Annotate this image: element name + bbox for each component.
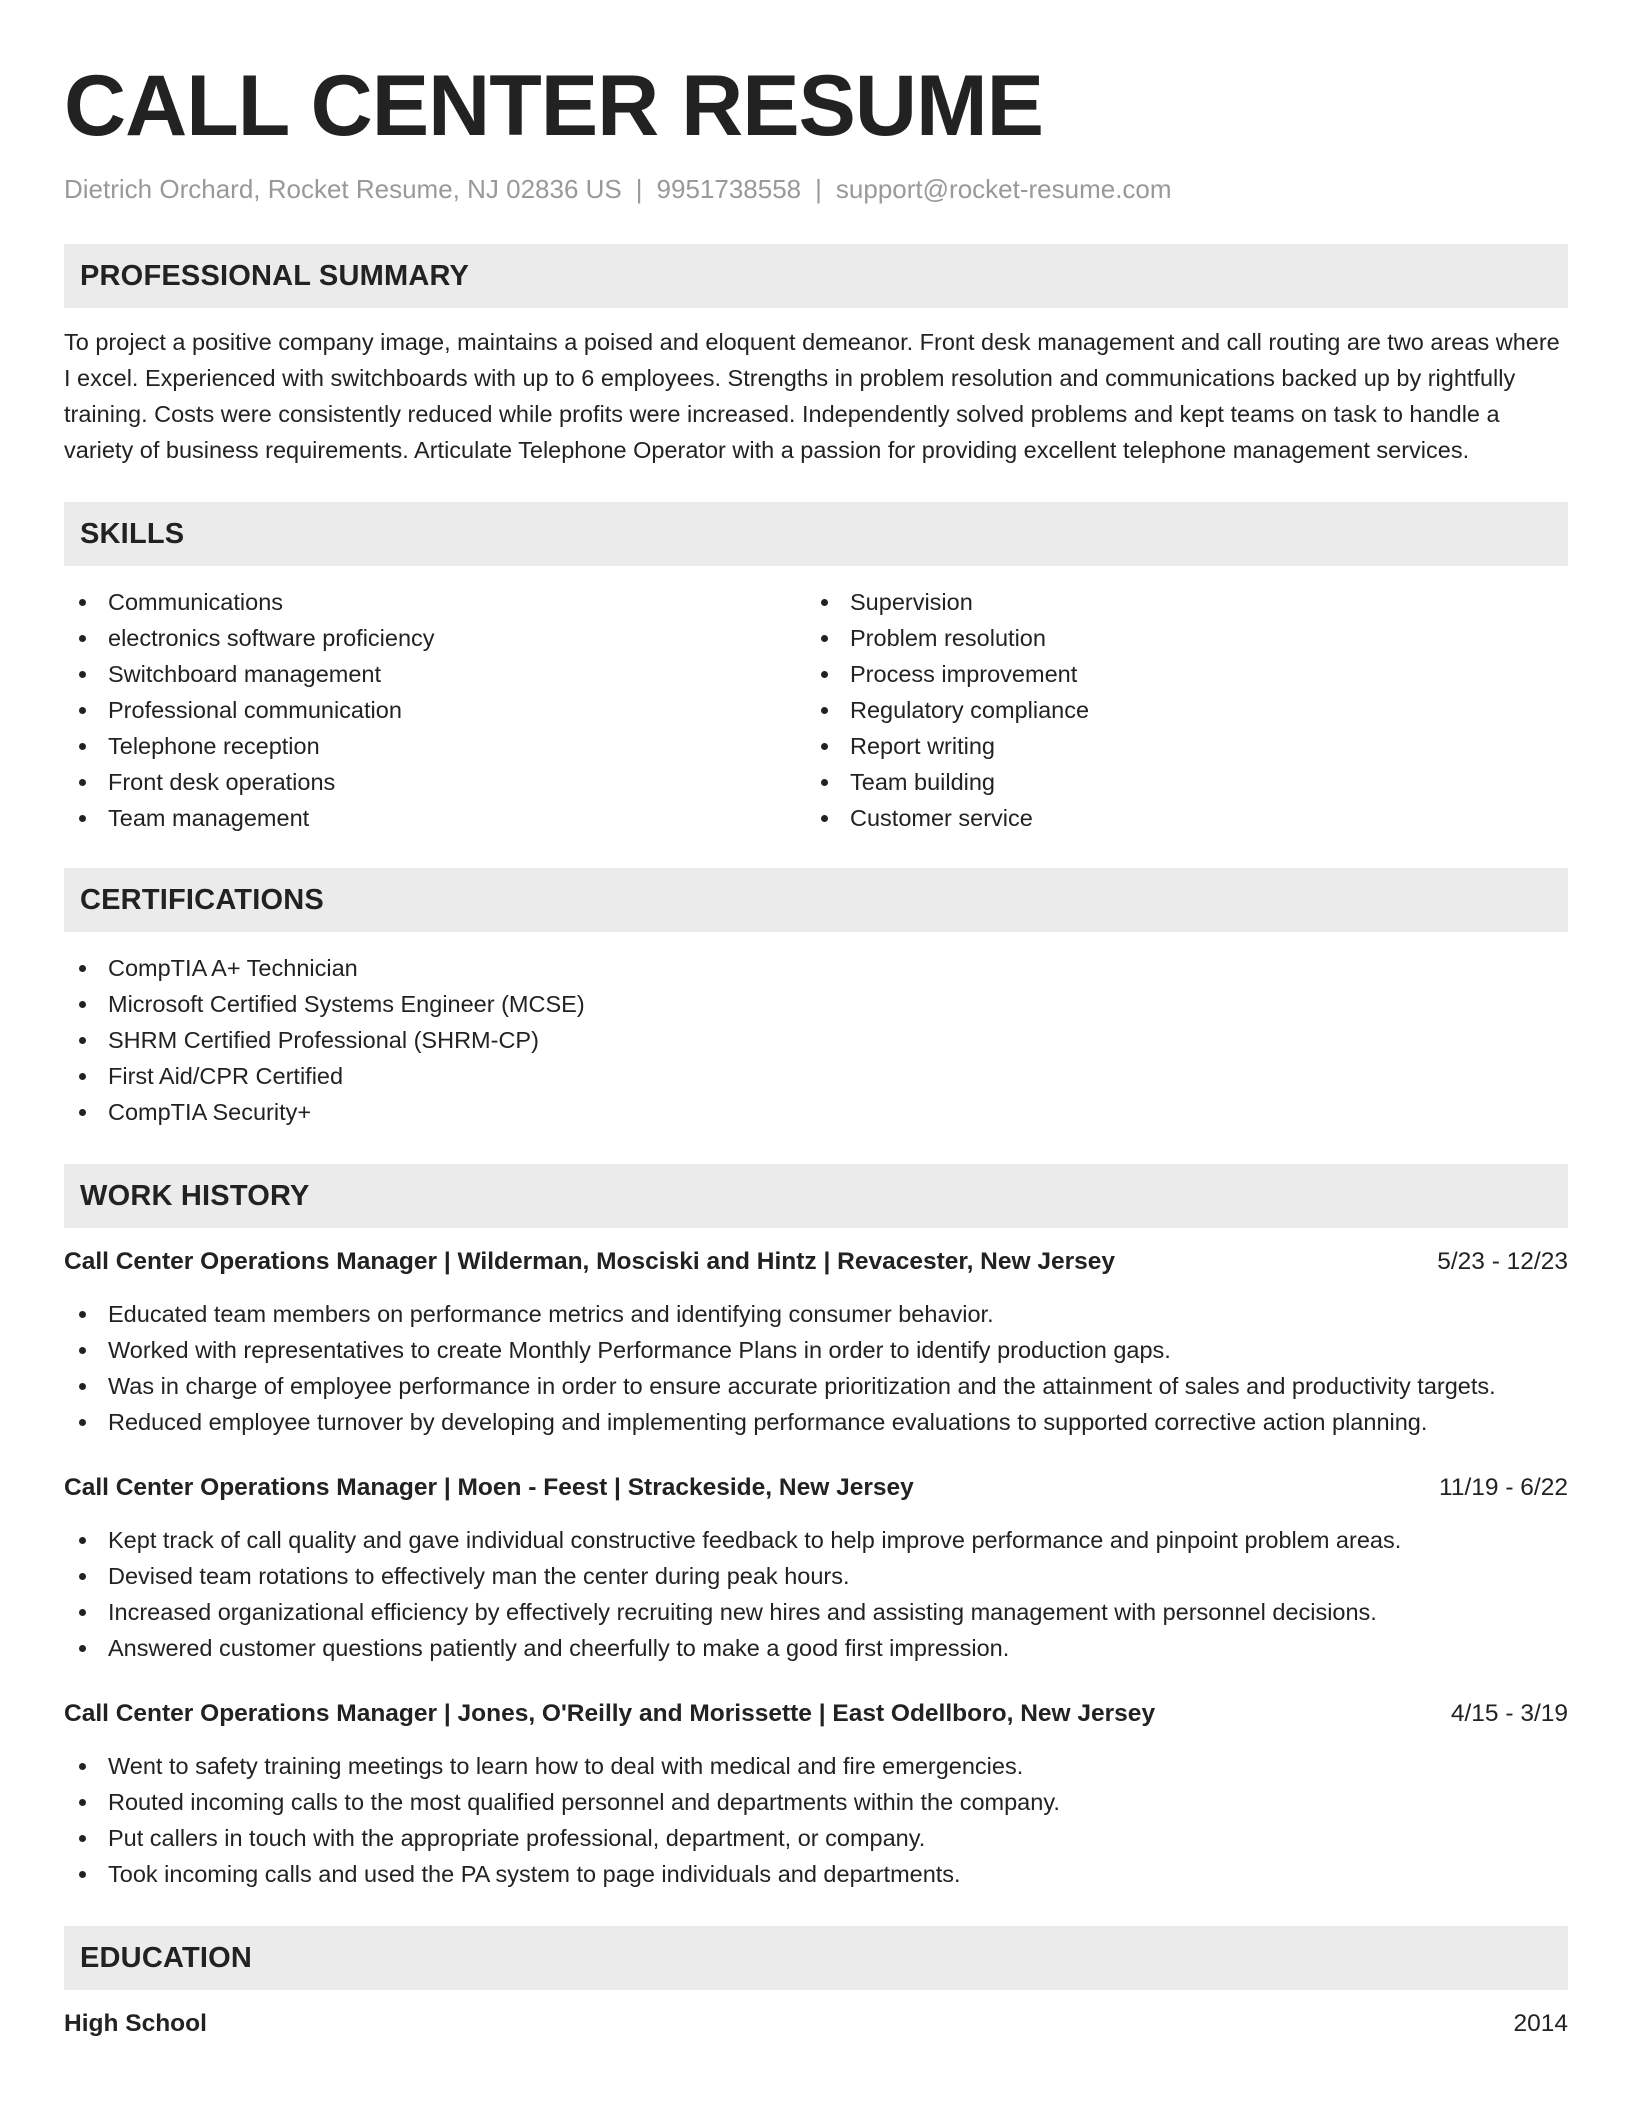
summary-section-header: PROFESSIONAL SUMMARY <box>64 244 1568 308</box>
skills-section-header: SKILLS <box>64 502 1568 566</box>
job-dates: 5/23 - 12/23 <box>1437 1248 1568 1275</box>
certifications-list <box>64 950 1568 1130</box>
job-bullet: Educated team members on performance metrics and identifying consumer behavior. <box>64 1296 1568 1332</box>
job-bullet: Worked with representatives to create Monthly Performance Plans in order to identify production gaps. <box>64 1332 1568 1368</box>
job-dates: 4/15 - 3/19 <box>1450 1700 1568 1727</box>
education-entry-header <box>64 2006 1568 2042</box>
job-entry <box>64 1696 1568 1892</box>
job-bullets <box>64 1522 1568 1666</box>
skill-item: Communications <box>64 584 806 620</box>
job-bullet: Devised team rotations to effectively man the center during peak hours. <box>64 1558 1568 1594</box>
skill-item: Professional communication <box>64 692 806 728</box>
skill-item: electronics software proficiency <box>64 620 806 656</box>
job-bullets <box>64 1748 1568 1892</box>
skill-item: Regulatory compliance <box>806 692 1548 728</box>
job-title: Call Center Operations Manager | Wilderman, Mosciski and Hintz | Revacester, New Jersey <box>64 1248 1116 1275</box>
skill-item: Report writing <box>806 728 1548 764</box>
skill-item: Customer service <box>806 800 1548 836</box>
job-entry <box>64 1244 1568 1440</box>
certifications-section-header: CERTIFICATIONS <box>64 868 1568 932</box>
skill-item: Telephone reception <box>64 728 806 764</box>
job-bullets <box>64 1296 1568 1440</box>
skill-item: Process improvement <box>806 656 1548 692</box>
job-bullet: Reduced employee turnover by developing and implementing performance evaluations to supported corrective action planning. <box>64 1404 1568 1440</box>
job-header <box>64 1244 1568 1280</box>
work-history-section-header: WORK HISTORY <box>64 1164 1568 1228</box>
summary-text: To project a positive company image, maintains a poised and eloquent demeanor. Front desk management and call routing are two areas where I excel. Experienced with switchboards with up to 6 employees. Strengths in problem resolution and communications backed up by rightfully training. Costs were consistently reduced while profits were increased. Independently solved problems and kept teams on task to handle a variety of business requirements. Articulate Telephone Operator with a passion for providing excellent telephone management services. <box>64 329 1560 463</box>
job-header <box>64 1470 1568 1506</box>
job-bullet: Increased organizational efficiency by effectively recruiting new hires and assisting management with personnel decisions. <box>64 1594 1568 1630</box>
contact-separator: | <box>635 174 643 204</box>
job-header <box>64 1696 1568 1732</box>
job-entry <box>64 1470 1568 1666</box>
education-section-header: EDUCATION <box>64 1926 1568 1990</box>
job-bullet: Went to safety training meetings to learn how to deal with medical and fire emergencies. <box>64 1748 1568 1784</box>
contact-separator: | <box>815 174 822 204</box>
certification-item: Microsoft Certified Systems Engineer (MCSE) <box>64 986 1568 1022</box>
job-bullet: Was in charge of employee performance in order to ensure accurate prioritization and the attainment of sales and productivity targets. <box>64 1368 1568 1404</box>
job-bullet: Kept track of call quality and gave individual constructive feedback to help improve performance and pinpoint problem areas. <box>64 1522 1568 1558</box>
skill-item: Front desk operations <box>64 764 806 800</box>
job-dates: 11/19 - 6/22 <box>1439 1474 1568 1501</box>
job-title: Call Center Operations Manager | Jones, O'Reilly and Morissette | East Odellboro, New Jersey <box>64 1700 1156 1727</box>
job-bullet: Took incoming calls and used the PA system to page individuals and departments. <box>64 1856 1568 1892</box>
skill-item: Team building <box>806 764 1548 800</box>
education-entry-title: High School <box>64 2010 207 2037</box>
skill-item: Supervision <box>806 584 1548 620</box>
contact-address: Dietrich Orchard, Rocket Resume, NJ 02836 US <box>64 174 622 204</box>
skills-grid <box>64 566 1568 836</box>
contact-phone[interactable]: 9951738558 <box>656 174 802 204</box>
education-entry-date: 2014 <box>1513 2010 1568 2037</box>
resume-page <box>64 56 1568 2042</box>
job-bullet: Answered customer questions patiently and cheerfully to make a good first impression. <box>64 1630 1568 1666</box>
skills-list-left <box>64 584 806 836</box>
certification-item: CompTIA Security+ <box>64 1094 1568 1130</box>
resume-title: CALL CENTER RESUME <box>64 58 1044 154</box>
certification-item: CompTIA A+ Technician <box>64 950 1568 986</box>
job-bullet: Put callers in touch with the appropriate professional, department, or company. <box>64 1820 1568 1856</box>
skill-item: Problem resolution <box>806 620 1548 656</box>
skills-list-right <box>806 584 1548 836</box>
job-title: Call Center Operations Manager | Moen - Feest | Strackeside, New Jersey <box>64 1474 914 1501</box>
job-bullet: Routed incoming calls to the most qualified personnel and departments within the company. <box>64 1784 1568 1820</box>
certification-item: SHRM Certified Professional (SHRM-CP) <box>64 1022 1568 1058</box>
contact-email[interactable]: support@rocket-resume.com <box>835 174 1172 204</box>
skill-item: Team management <box>64 800 806 836</box>
skill-item: Switchboard management <box>64 656 806 692</box>
certification-item: First Aid/CPR Certified <box>64 1058 1568 1094</box>
contact-line <box>64 172 1568 206</box>
